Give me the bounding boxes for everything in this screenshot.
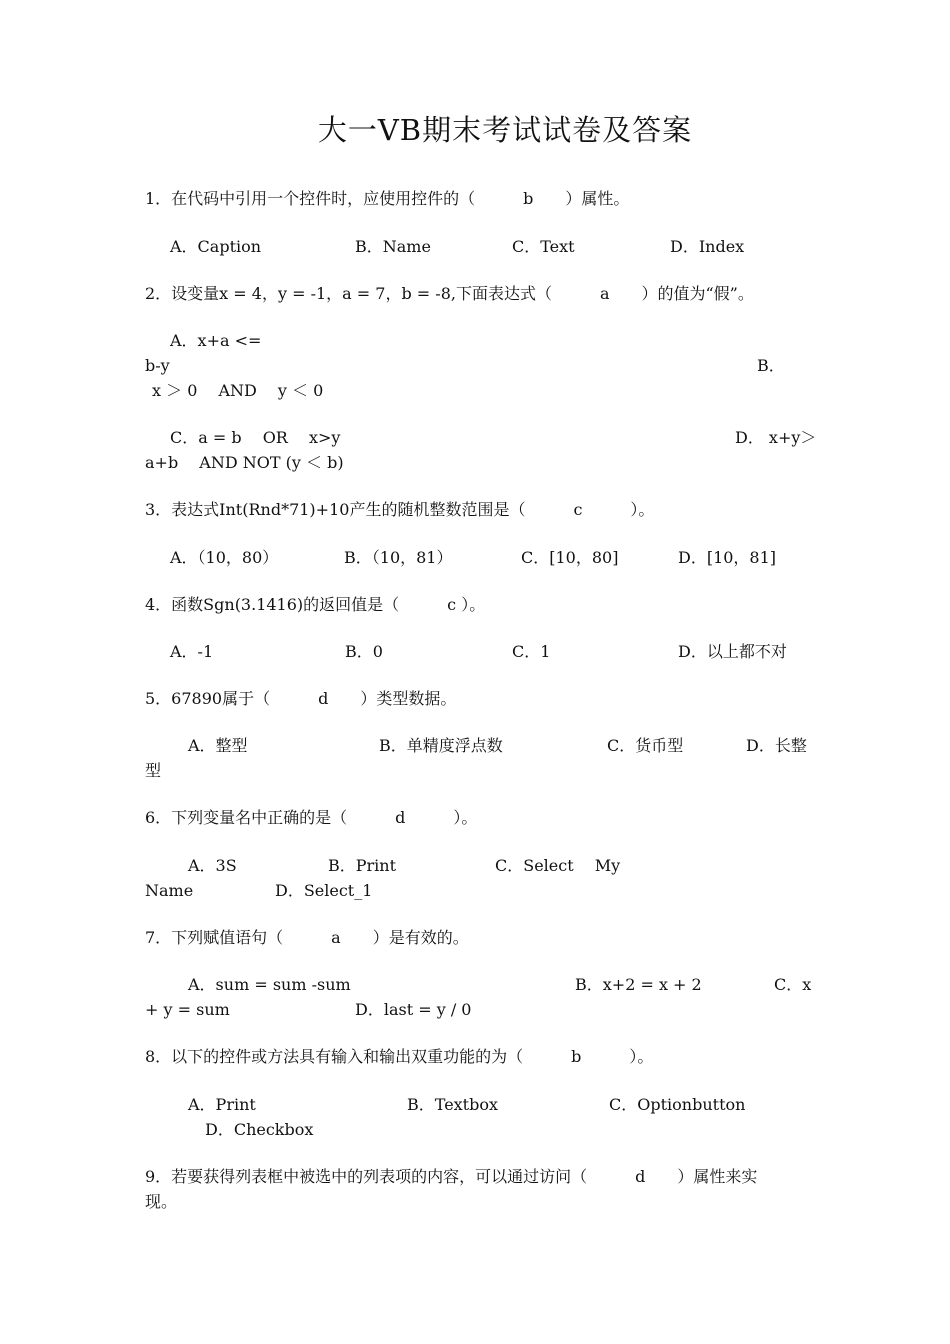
question-3-option-c: C．[10，80]: [521, 548, 619, 567]
question-8-option-c: C．Optionbutton: [609, 1095, 746, 1114]
question-2-option-b: x ＞ 0 AND y ＜ 0: [152, 381, 324, 400]
question-9-stem-cont: 现。: [145, 1192, 178, 1211]
question-6-option-b: B．Print: [328, 856, 397, 875]
question-2-option-a: A．x+a <=: [170, 331, 262, 350]
question-3-option-b: B．（10，81）: [344, 548, 453, 567]
question-2-option-c: C．a = b OR x>y: [170, 428, 341, 447]
question-5-option-c: C．货币型: [607, 736, 684, 755]
question-8-stem: 8．以下的控件或方法具有输入和输出双重功能的为（ b ）。: [145, 1047, 654, 1066]
question-8-option-b: B．Textbox: [407, 1095, 499, 1114]
question-6-option-a: A．3S: [188, 856, 237, 875]
question-8-option-a: A．Print: [188, 1095, 256, 1114]
question-5-stem: 5．67890属于（ d ）类型数据。: [145, 689, 457, 708]
question-4-option-a: A．-1: [170, 642, 214, 661]
question-5-option-a: A．整型: [188, 736, 248, 755]
question-2-option-d: D． x+y＞: [735, 428, 817, 447]
question-2-stem: 2．设变量x = 4，y = -1，a = 7，b = -8,下面表达式（ a ）的值为“假”。: [145, 284, 754, 303]
question-6-stem: 6．下列变量名中正确的是（ d ）。: [145, 808, 478, 827]
question-7-option-a: A．sum = sum -sum: [188, 975, 351, 994]
question-1-option-d: D．Index: [670, 237, 745, 256]
question-6-option-d: D．Select_1: [275, 881, 373, 900]
question-7-option-b: B．x+2 = x + 2: [575, 975, 702, 994]
question-3-option-a: A．（10，80）: [170, 548, 279, 567]
question-2-option-a-cont: b-y: [145, 356, 170, 375]
document-title: 大一VB期末考试试卷及答案: [317, 113, 693, 147]
question-7-option-c: C．x: [774, 975, 812, 994]
question-7-option-c-cont: + y = sum: [145, 1000, 230, 1019]
question-1-option-a: A．Caption: [170, 237, 262, 256]
question-1-option-c: C．Text: [512, 237, 575, 256]
question-3-stem: 3．表达式Int(Rnd*71)+10产生的随机整数范围是（ c ）。: [145, 500, 655, 519]
question-4-option-d: D．以上都不对: [678, 642, 787, 661]
question-2-option-b-label: B．: [757, 356, 785, 375]
question-7-stem: 7．下列赋值语句（ a ）是有效的。: [145, 928, 469, 947]
question-1-stem: 1．在代码中引用一个控件时，应使用控件的（ b ）属性。: [145, 189, 630, 208]
question-5-option-b: B．单精度浮点数: [379, 736, 503, 755]
question-9-stem: 9．若要获得列表框中被选中的列表项的内容，可以通过访问（ d ）属性来实: [145, 1167, 758, 1186]
question-4-option-b: B．0: [345, 642, 383, 661]
question-6-option-c: C．Select My: [495, 856, 621, 875]
question-5-option-d: D．长整: [746, 736, 807, 755]
question-4-stem: 4．函数Sgn(3.1416)的返回值是（ c ）。: [145, 595, 486, 614]
question-1-option-b: B．Name: [355, 237, 431, 256]
question-3-option-d: D．[10，81]: [678, 548, 777, 567]
question-6-option-c-cont: Name: [145, 881, 194, 900]
question-4-option-c: C．1: [512, 642, 551, 661]
question-2-option-d-cont: a+b AND NOT (y ＜ b): [145, 453, 344, 472]
question-8-option-d: D．Checkbox: [205, 1120, 314, 1139]
question-7-option-d: D．last = y / 0: [355, 1000, 472, 1019]
question-5-option-d-cont: 型: [145, 761, 162, 780]
